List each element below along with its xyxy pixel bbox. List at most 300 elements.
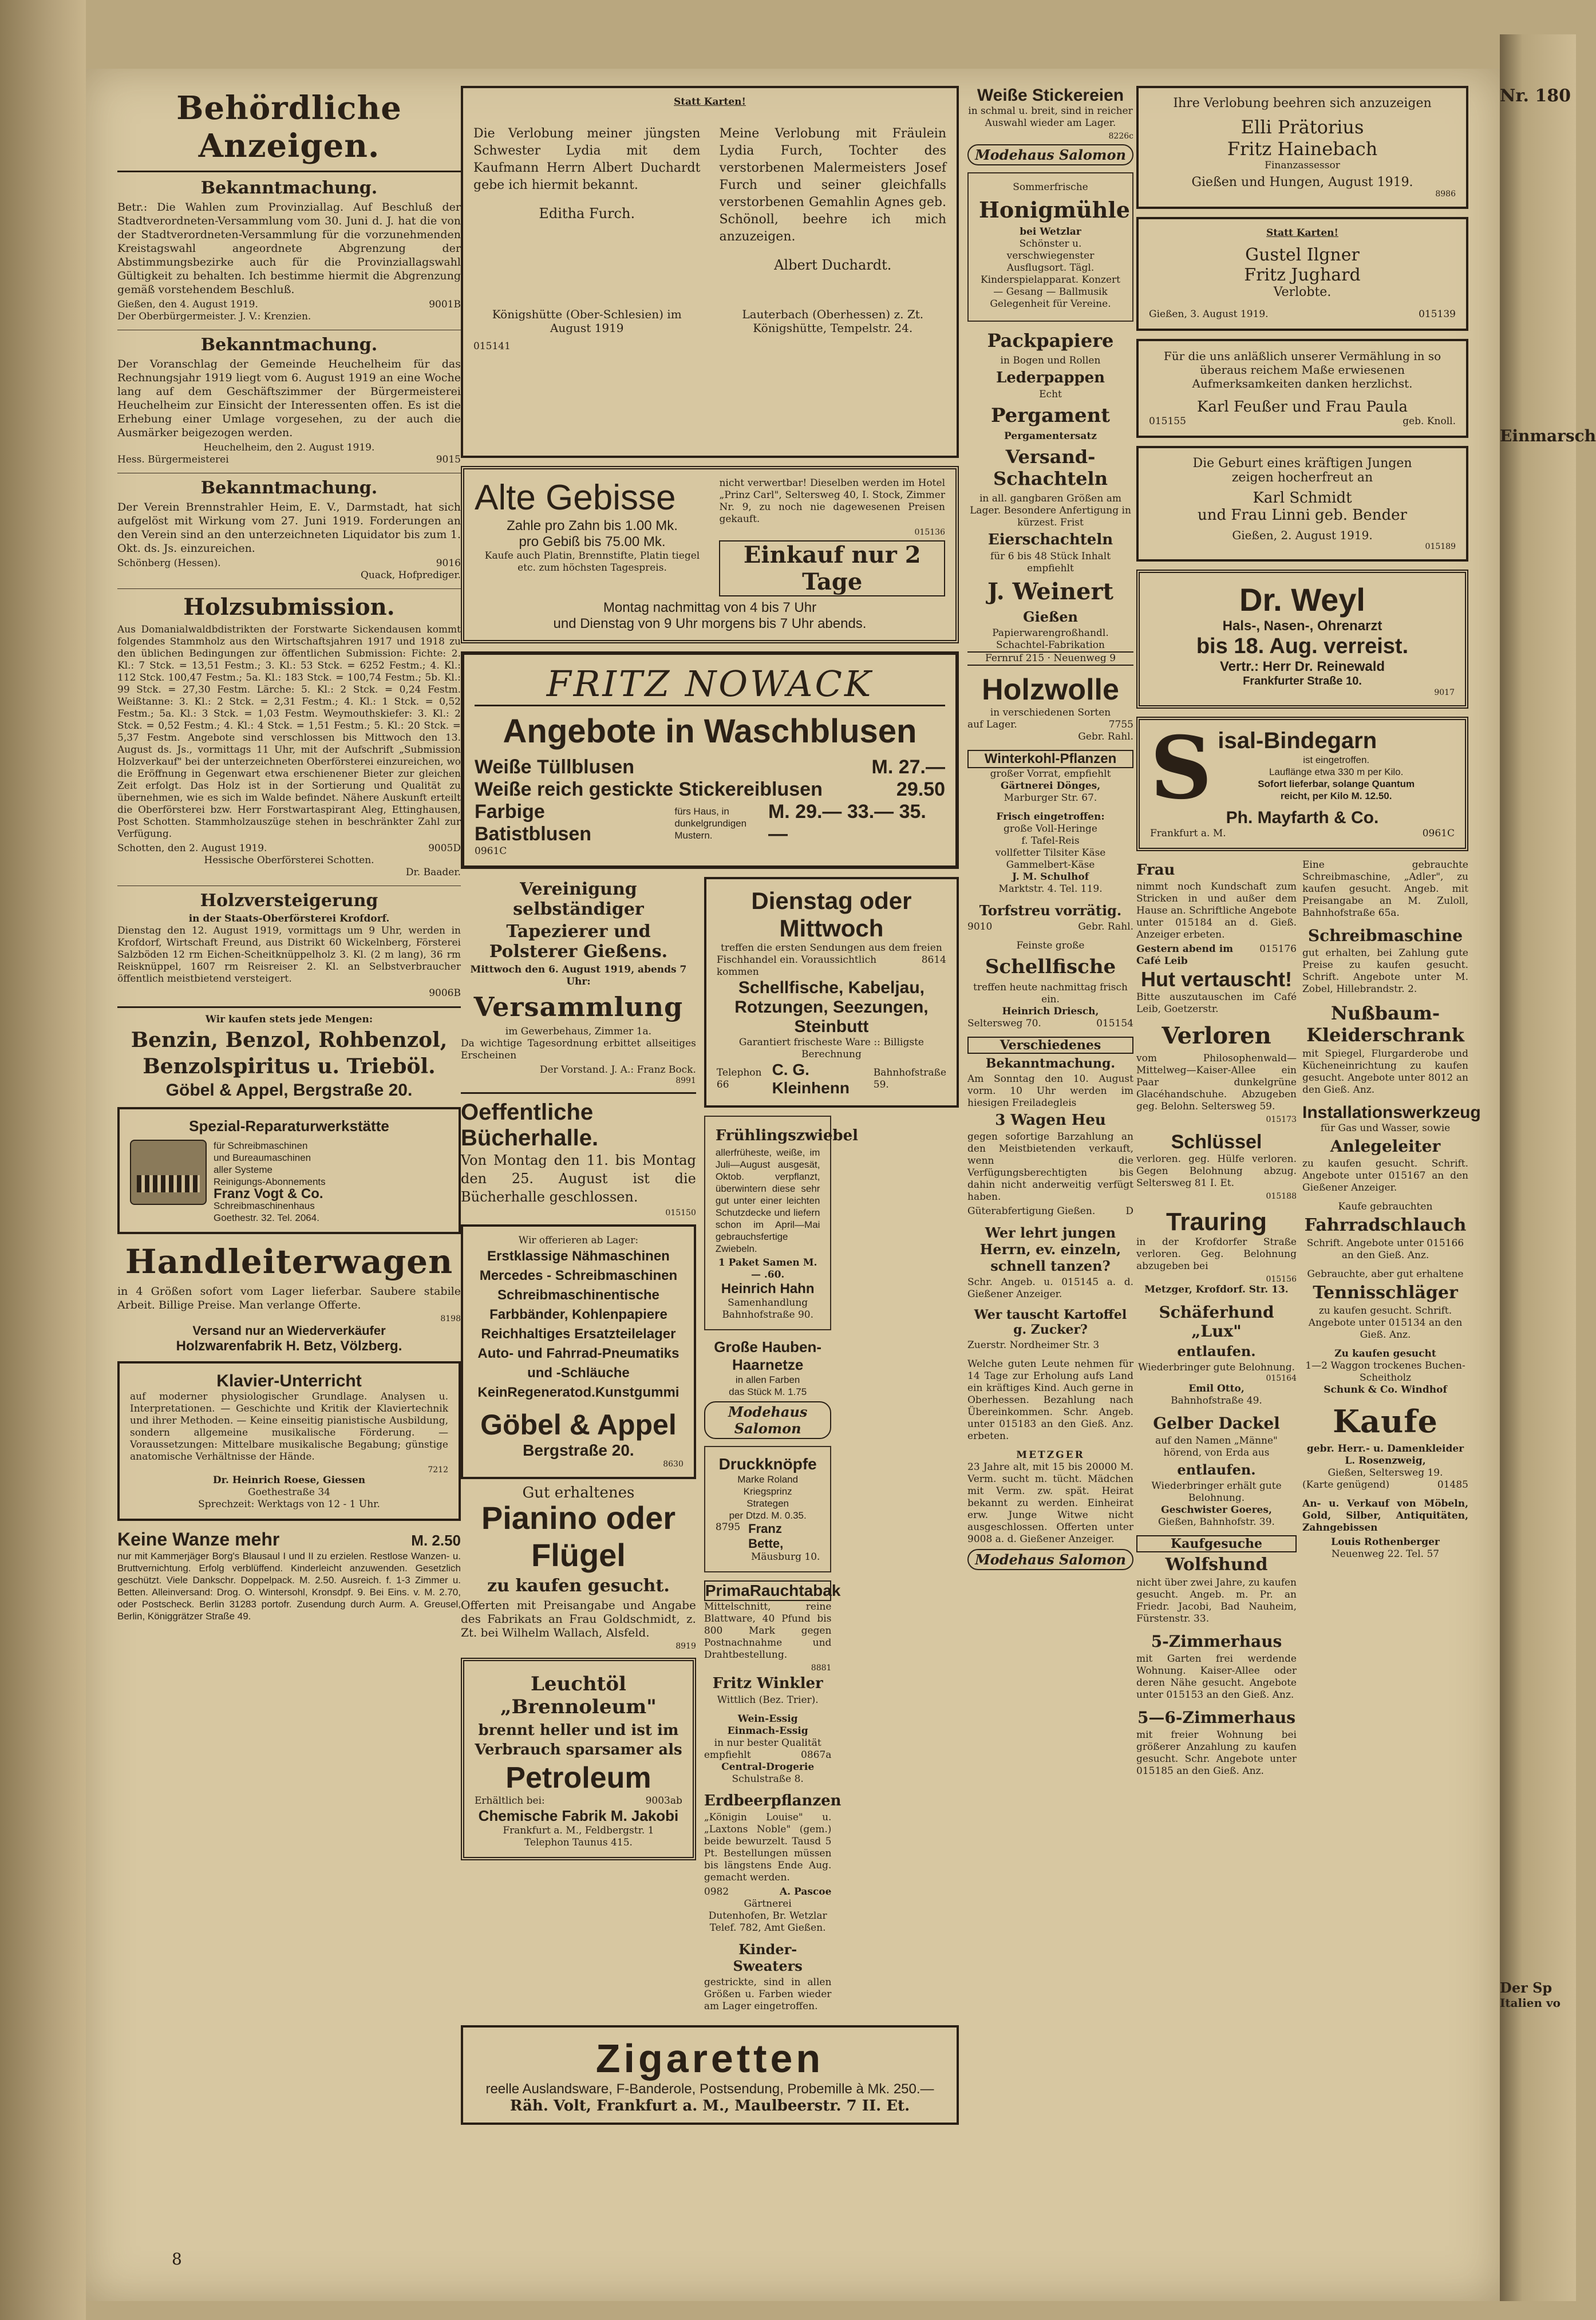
ad-number: 8614	[921, 954, 946, 966]
ad-text: Wir offerieren ab Lager:	[518, 1235, 639, 1246]
ad-signature: Der Vorstand. J. A.: Franz Bock.	[539, 1064, 696, 1076]
ad-text: Erhältlich bei:	[475, 1795, 545, 1807]
ad-title: Handleiterwagen	[125, 1242, 453, 1281]
ad-address: Frankfurt a. M.	[1150, 828, 1226, 839]
ad-block	[967, 86, 1133, 165]
ad-title: Holzwolle	[982, 673, 1119, 706]
ad-text: gegen sofortige Barzahlung an den Meistbietenden verkauft, wenn die Verfügungsberechtigten bis dahin nicht anderweitig verfügt haben.	[967, 1131, 1133, 1203]
ad-address: Marburger Str. 67.	[1004, 792, 1097, 804]
column-1	[117, 86, 461, 1629]
ad-address: Dutenhofen, Br. Wetzlar Telef. 782, Amt Gießen.	[708, 1910, 827, 1934]
ad-address: Neuenweg 22. Tel. 57	[1331, 1548, 1440, 1560]
ad-firm: Franz Bette,	[748, 1521, 784, 1551]
notice-number: 9005D	[428, 843, 461, 854]
ad-block	[1302, 1348, 1468, 1396]
ad-firm: Metzger, Krofdorf. Str. 13.	[1144, 1284, 1289, 1295]
ad-text: Von Montag den 11. bis Montag den 25. August ist die Bücherhalle geschlossen.	[461, 1152, 696, 1205]
engagement-notice	[1136, 86, 1468, 209]
ad-text: ist eingetroffen.	[1303, 754, 1370, 765]
notice-text: Dienstag den 12. August 1919, vormittags um 9 Uhr, werden in Krofdorf, Wirtschaft Freund, aus Distrikt 60 Wickelnberg, Försterei Salzböden 12 rm Eichen-Scheitknüppelholz 3. Kl. (2 m lang), 36 rm Reisknüppel, 1607 rm Reisreiser 2. Kl. an Selbstverbraucher öffentlich meistbietend versteigert.	[117, 925, 461, 985]
ad-text: Marke Roland	[737, 1474, 799, 1485]
ad-text: entlaufen.	[1177, 1343, 1256, 1359]
ad-item: Farbige Batistblusen	[475, 801, 592, 845]
ad-price: 1 Paket Samen M. — .60.	[718, 1257, 817, 1280]
notice-signature: Hessische Oberförsterei Schotten.	[204, 855, 374, 866]
ad-firm: A. Pascoe	[779, 1886, 832, 1898]
ad-text: 1—2 Waggon trockenes Buchen-Scheitholz	[1305, 1360, 1465, 1384]
ad-number: 8198	[440, 1314, 461, 1323]
ad-text: Papierwarengroßhandl.	[992, 627, 1109, 639]
notice-date: Heuchelheim, den 2. August 1919.	[203, 442, 375, 453]
ad-block	[704, 1116, 859, 1330]
ad-text: mit Spiegel, Flurgarderobe und Kücheneinrichtung zu kaufen gesucht. Angebote unter 8012 an den Gieß. Anz.	[1302, 1048, 1468, 1096]
ad-text: Samenhandlung	[728, 1297, 808, 1309]
headline-fragment: Einmarsch	[1500, 426, 1596, 445]
ad-list-item: Erstklassige Nähmaschinen	[487, 1248, 670, 1264]
ad-text: Sofort lieferbar, solange Quantum	[1258, 778, 1415, 789]
ad-number: 0961C	[1422, 828, 1455, 839]
page-number: 8	[172, 2250, 182, 2268]
ad-number: 015176	[1259, 943, 1297, 955]
ad-title: Benzin, Benzol, Rohbenzol,	[131, 1028, 448, 1052]
ad-block	[117, 1361, 461, 1521]
ad-block	[1302, 926, 1468, 995]
ad-text: Reinigungs-Abonnements	[214, 1176, 326, 1187]
ad-title: Zigaretten	[595, 2036, 824, 2081]
notice-name: Karl Schmidt	[1253, 489, 1352, 507]
ad-firm: C. G. Kleinhenn	[772, 1061, 850, 1097]
ad-block	[967, 673, 1133, 743]
ad-block	[117, 1014, 461, 1100]
ad-block	[704, 1446, 832, 1572]
ad-firm: Franz Vogt & Co.	[214, 1186, 323, 1202]
ad-address: Wittlich (Bez. Trier).	[717, 1694, 819, 1706]
ad-number: 015136	[914, 528, 945, 537]
ad-address: Telephon Taunus 415.	[524, 1837, 633, 1848]
ad-firm: Göbel & Appel, Bergstraße 20.	[165, 1081, 413, 1100]
divider	[117, 588, 461, 589]
ad-title: Frau	[1136, 861, 1175, 879]
ad-text: nimmt noch Kundschaft zum Stricken in und außer dem Hause an. Schriftliche Angebote unter 015184 an d. Gieß. Anzeiger erbeten.	[1136, 881, 1297, 940]
ad-block	[1302, 1403, 1468, 1491]
ad-number: 9010	[967, 921, 993, 932]
notice-title: Bekanntmachung.	[200, 478, 378, 498]
ad-title: Wer tauscht Kartoffel g. Zucker?	[974, 1307, 1127, 1337]
notice-number: 8986	[1435, 189, 1456, 199]
ad-text: Feinste große	[1016, 940, 1085, 951]
ad-block	[1302, 859, 1468, 919]
ad-text: „Königin Louise" u. „Laxtons Noble" (gem.) beide bewurzelt. Tausd 5 Pt. Bestellungen müssen bis längstens Ende Aug. gemacht werden.	[704, 1812, 832, 1883]
ad-title: Schlüssel	[1171, 1131, 1262, 1153]
ad-number: D	[1125, 1206, 1133, 1217]
ad-text: in allen Farben	[735, 1374, 800, 1385]
ad-firm: Dr. Heinrich Roese, Giessen	[212, 1475, 366, 1486]
ad-title: Packpapiere	[987, 330, 1114, 351]
ad-text: Zuerstr. Nordheimer Str. 3	[967, 1339, 1100, 1351]
ad-item: Weiße reich gestickte Stickereiblusen	[475, 778, 823, 800]
notice-text: Ihre Verlobung beehren sich anzuzeigen	[1173, 96, 1432, 110]
ad-title: Gelber Dackel	[1153, 1414, 1280, 1433]
ad-text: großer Vorrat, empfiehlt	[990, 768, 1111, 780]
ad-text: für Gas und Wasser, sowie	[1320, 1123, 1451, 1134]
ad-text: Tapezierer und Polsterer Gießens.	[489, 922, 668, 962]
ad-block	[461, 1224, 696, 1479]
ad-title: Erdbeerpflanzen	[704, 1792, 842, 1809]
ad-block	[967, 750, 1133, 804]
divider	[117, 171, 461, 172]
notice-text: Meine Verlobung mit Fräulein Lydia Furch, Tochter des verstorbenen Malermeisters Josef Furch und seiner gleichfalls verstorbenen Gemahlin Agnes geb. Schönoll, beehre ich mich anzuzeigen.	[719, 127, 946, 244]
ad-phone: Fernruf 215 · Neuenweg 9	[967, 651, 1133, 666]
ad-title: Schreibmaschine	[1307, 926, 1463, 945]
ad-firm: Central-Drogerie	[721, 1761, 815, 1773]
ad-text: zu kaufen gesucht. Schrift. Angebote unter 015167 an den Gießener Anzeiger.	[1302, 1158, 1468, 1193]
ad-block	[1136, 1632, 1297, 1701]
typewriter-icon	[130, 1140, 207, 1205]
section-heading: Behördliche Anzeigen.	[176, 89, 402, 165]
ad-text: zu kaufen gesucht. Schrift. Angebote unter 015134 an den Gieß. Anz.	[1308, 1305, 1463, 1341]
column-2	[461, 86, 959, 2133]
ad-firm: Ph. Mayfarth & Co.	[1226, 808, 1379, 827]
ad-text: nur mit Kammerjäger Borg's Blausaul I und II zu erzielen. Restlose Wanzen- u. Bruttvernichtung. Erfolg verblüffend. Kinderleicht anzuwenden. Gesetzlich geschützt. Viele Dankschr. Doppelpack. M. 2.50. Ausreich. f. 1-3 Zimmer u. Betten. Alleinversand: Drog. O. Wintersohl, Kronsdpf. 9. Bei Eins. v. M. 2.70, oder Postscheck. Berlin 31283 portofr. Zusendung durch Aurm. A. Greusel, Berlin, Königgrätzer Straße 49.	[117, 1551, 461, 1622]
ad-address: Frankfurt a. M., Feldbergstr. 1	[503, 1825, 654, 1836]
ad-title: Schäferhund „Lux"	[1159, 1303, 1274, 1341]
ad-text: (Karte genügend)	[1302, 1479, 1390, 1491]
ad-block	[704, 1580, 841, 1706]
ad-title: Wein-Essig	[737, 1713, 798, 1725]
ad-title: Dr. Weyl	[1239, 582, 1365, 618]
ad-block	[967, 330, 1133, 666]
ad-list-item: Farbbänder, Kohlenpapiere	[489, 1307, 667, 1322]
notice-block	[117, 178, 461, 323]
notice-name: Fritz Hainebach	[1227, 138, 1378, 160]
ad-text: in der Krofdorfer Straße verloren. Geg. Belohnung abzugeben bei	[1136, 1236, 1297, 1272]
ad-block	[1136, 861, 1297, 1015]
salomon-logo: Modehaus Salomon	[704, 1401, 832, 1439]
ad-text: aller Systeme	[214, 1164, 272, 1175]
ad-title: Klavier-Unterricht	[216, 1372, 362, 1390]
book-spine	[0, 0, 86, 2320]
notice-place: Gießen, 2. August 1919.	[1232, 528, 1373, 542]
ad-text: bei Wetzlar	[1020, 226, 1081, 238]
ad-text: Eine gebrauchte Schreibmaschine, „Adler", zu kaufen gesucht. Angeb. mit Preisangabe an M. Zuloll, Bahnhofstraße 65a.	[1302, 859, 1468, 919]
ad-firm: Holzwarenfabrik H. Betz, Völzberg.	[176, 1338, 402, 1354]
ad-number: 015150	[665, 1208, 696, 1218]
ad-text: Sommerfrische	[1013, 181, 1088, 193]
ad-price: per Dtzd. M. 0.35.	[729, 1510, 807, 1521]
ad-firm: FRITZ NOWACK	[475, 663, 945, 706]
ad-block	[967, 1307, 1133, 1351]
ad-block	[1302, 1498, 1468, 1560]
ad-text: in schmal u. breit, sind in reicher Auswahl wieder am Lager.	[968, 105, 1133, 129]
ad-block	[967, 1224, 1133, 1301]
ad-highlight: 3 Wagen Heu	[995, 1112, 1106, 1129]
ad-address: Mäusburg 10.	[750, 1551, 820, 1563]
ad-block	[1136, 1303, 1297, 1407]
ad-text: nicht über zwei Jahre, zu kaufen gesucht. Angeb. m. Pr. an Friedr. Jacobi, Bad Nauheim, Fürstenstr. 33.	[1136, 1577, 1297, 1625]
ad-text: für Schreibmaschinen	[214, 1140, 308, 1151]
ad-text: große Voll-Heringe	[1004, 823, 1097, 835]
notice-header: Statt Karten!	[673, 96, 746, 108]
ad-block	[1136, 1535, 1297, 1625]
ad-title: Dienstag oder Mittwoch	[751, 887, 912, 942]
ad-text: Wiederbringer erhält gute Belohnung.	[1151, 1480, 1282, 1504]
ad-text: Da wichtige Tagesordnung erbittet allseitiges Erscheinen	[461, 1038, 696, 1061]
ad-title: PrimaRauchtabak	[704, 1580, 832, 1601]
ad-number: 015173	[1266, 1115, 1297, 1124]
ad-block	[461, 2025, 959, 2125]
notice-signature: Dr. Baader.	[405, 867, 461, 878]
ad-text: Zahle pro Zahn bis 1.00 Mk.	[507, 518, 678, 533]
ad-text: An- u. Verkauf von Möbeln, Gold, Silber, Antiquitäten, Zahngebissen	[1302, 1498, 1468, 1534]
notice-number: 015141	[473, 341, 511, 352]
ad-block	[461, 879, 696, 1085]
notice-signature: Der Oberbürgermeister. J. V.: Krenzien.	[117, 311, 311, 322]
ad-text: Schr. Angeb. u. 015145 a. d. Gießener Anzeiger.	[967, 1276, 1133, 1300]
ad-block	[1136, 1208, 1297, 1296]
headline-fragment: Der Sp	[1500, 1979, 1552, 1996]
notice-text: Verlobte.	[1273, 285, 1332, 299]
ad-block	[967, 902, 1133, 933]
ad-block	[1136, 717, 1468, 851]
notice-name: und Frau Linni geb. Bender	[1198, 507, 1407, 524]
ad-title: Lederpappen	[995, 369, 1105, 386]
ad-address: Bahnhofstraße 49.	[1171, 1395, 1262, 1406]
ad-text: Welche guten Leute nehmen für 14 Tage zur Erholung aufs Land ein kräftiges Kind. Auch gerne in Oberhessen. Bezahlung nach Übereinkommen. Schr. Angeb. unter 015183 an den Gieß. Anz. erbeten.	[967, 1358, 1133, 1442]
ad-firm: J. M. Schulhof	[1012, 871, 1089, 883]
ad-text: und Bureaumaschinen	[214, 1152, 311, 1163]
ad-highlight: Hut vertauscht!	[1140, 967, 1293, 991]
ad-block	[117, 1242, 461, 1354]
notice-number: 015189	[1425, 542, 1456, 551]
ad-text: in all. gangbaren Größen am Lager. Besondere Anfertigung in kürzest. Frist	[970, 493, 1131, 528]
ad-text: empfiehlt	[704, 1749, 751, 1761]
notice-text: zeigen hocherfreut an	[1231, 471, 1373, 485]
notice-place: Gießen und Hungen, August 1919.	[1191, 175, 1413, 189]
ad-text: Pergamentersatz	[1004, 430, 1097, 442]
ad-block	[1302, 1201, 1468, 1262]
ad-firm: L. Rosenzweig,	[1345, 1455, 1426, 1467]
ad-block	[117, 1107, 461, 1234]
ad-text: Fischhandel ein. Voraussichtlich kommen	[716, 954, 877, 978]
ad-text: reicht, per Kilo M. 12.50.	[1280, 791, 1392, 801]
engagement-notice	[1136, 217, 1468, 331]
ad-title: Verloren	[1162, 1022, 1271, 1049]
ad-text: gestrickte, sind in allen Größen u. Farben wieder am Lager eingetroffen.	[704, 1977, 832, 2012]
ad-text: entlaufen.	[1177, 1461, 1256, 1478]
ad-title: Frisch eingetroffen:	[996, 811, 1105, 823]
notice-block	[117, 478, 461, 582]
ad-text: Schreibmaschinenhaus	[214, 1200, 315, 1211]
ad-firm: Emil Otto,	[1188, 1383, 1245, 1394]
ad-text: Schrift. Angebote unter 015166 an den Gieß. Anz.	[1306, 1238, 1464, 1261]
ad-title: Oeffentliche Bücherhalle.	[461, 1100, 599, 1151]
ad-text: im Gewerbehaus, Zimmer 1a.	[505, 1026, 652, 1037]
notice-number: 9001B	[429, 299, 461, 310]
ad-text: Wiederbringer gute Belohnung.	[1137, 1362, 1295, 1373]
ad-text: pro Gebiß bis 75.00 Mk.	[519, 534, 666, 550]
ad-text: zu kaufen gesucht.	[487, 1576, 670, 1596]
ad-price: M. 2.50	[411, 1532, 461, 1549]
ad-text: gebr. Herr.- u. Damenkleider	[1306, 1443, 1464, 1455]
ad-title: Gestern abend im Café Leib	[1136, 943, 1234, 967]
ad-text: treffen die ersten Sendungen aus dem freien	[721, 942, 942, 954]
notice-block	[117, 891, 461, 999]
ad-title: Winterkohl-Pflanzen	[967, 750, 1133, 768]
ad-text: Vereinigung selbständiger	[513, 879, 644, 919]
ad-text: gut erhalten, bei Zahlung gute Preise zu kaufen gesucht. Schrift. Angebote unter M. Zobel, Hillebrandstr. 2.	[1302, 947, 1468, 995]
ad-text: Hals-, Nasen-, Ohrenarzt	[1222, 618, 1382, 634]
ad-text: Schachtel-Fabrikation	[996, 639, 1105, 651]
ad-title: Druckknöpfe	[718, 1455, 817, 1473]
ad-block	[704, 877, 959, 1108]
ad-text: Gebrauchte, aber gut erhaltene	[1307, 1268, 1464, 1280]
ad-block	[967, 811, 1133, 895]
notice-text: Der Voranschlag der Gemeinde Heuchelheim für das Rechnungsjahr 1919 liegt vom 6. August 1919 an eine Woche lang auf dem Geschäftszimmer der Bürgermeisterei Heuchelheim zur Einsicht der Interessenten offen. Es ist die Erhebung einer Umlage vorgesehen, zu der auch die Ausmärker beigezogen werden.	[117, 358, 461, 439]
ad-text: Schönster u. verschwiegenster Ausflugsort. Tägl. Kinderspielapparat. Konzert — Gesang — Ballmusik Gelegenheit für Vereine.	[980, 238, 1121, 310]
ad-text: Offerten mit Preisangabe und Angabe des Fabrikats an Frau Goldschmidt, z. Zt. bei Wilhelm Wallach, Alsfeld.	[461, 1598, 696, 1639]
ad-text: in Bogen und Rollen	[1000, 355, 1101, 366]
notice-subtitle: in der Staats-Oberförsterei Krofdorf.	[188, 913, 390, 924]
ad-text: Montag nachmittag von 4 bis 7 Uhr	[603, 600, 817, 615]
next-page-column	[1500, 86, 1596, 2010]
ad-number: 015164	[1266, 1374, 1297, 1383]
ad-title: Bekanntmachung.	[985, 1056, 1116, 1071]
ad-title: Versammlung	[473, 991, 684, 1022]
ad-text: mit freier Wohnung bei größerer Anzahlung zu kaufen gesucht. Schr. Angebote unter 015185 an den Gieß. Anz.	[1136, 1729, 1297, 1777]
notice-date: Gießen, den 4. August 1919.	[117, 299, 258, 310]
ad-text: Mittelschnitt, reine Blattware, 40 Pfund bis 800 Mark gegen Postnachnahme und Drahtbestellung.	[704, 1601, 832, 1661]
ad-highlight: Schellfische, Kabeljau, Rotzungen, Seezungen, Steinbutt	[734, 978, 929, 1036]
ad-block	[461, 1658, 696, 1860]
ad-firm: Chemische Fabrik M. Jakobi	[478, 1807, 679, 1824]
ad-block	[461, 466, 959, 643]
ad-title: Pergament	[990, 404, 1111, 427]
notice-place: Königshütte (Ober-Schlesien) im August 1919	[492, 307, 682, 335]
ad-date: Mittwoch den 6. August 1919, abends 7 Uhr:	[470, 964, 687, 987]
ad-number: 8991	[675, 1076, 696, 1085]
ad-number: 015188	[1266, 1192, 1297, 1201]
ad-title: Fahrradschlauch	[1304, 1215, 1467, 1235]
ad-list-item: Auto- und Fahrrad-Pneumatiks	[477, 1346, 680, 1361]
ad-firm: J. Weinert	[987, 578, 1114, 605]
ad-text: f. Tafel-Reis	[1021, 835, 1080, 847]
ad-title: Kaufe	[1333, 1403, 1438, 1440]
notice-signature: Editha Furch.	[539, 205, 635, 222]
notice-header: Statt Karten!	[1266, 227, 1338, 239]
ad-list-item: KeinRegeneratod.Kunstgummi	[477, 1385, 680, 1400]
salomon-logo: Modehaus Salomon	[967, 1549, 1133, 1570]
ad-number: 7212	[428, 1465, 448, 1475]
notice-signature: Albert Duchardt.	[774, 257, 892, 273]
section-heading: Verschiedenes	[967, 1037, 1133, 1054]
ad-initial: S	[1150, 718, 1212, 819]
ad-number: 9017	[1434, 688, 1455, 697]
ad-block	[461, 1100, 696, 1218]
ad-phone: Telephon 66	[716, 1067, 762, 1090]
ad-block	[1136, 1022, 1297, 1124]
ad-number: 8881	[811, 1663, 832, 1673]
ad-title: Große Hauben-Haarnetze	[714, 1338, 822, 1373]
ad-text: vollfetter Tilsiter Käse	[995, 847, 1106, 859]
ad-title: Frühlingszwiebel	[715, 1127, 859, 1144]
ad-text: vom Philosophenwald—Mittelweg—Kaiser-Allee ein Paar dunkelgrüne Glacéhandschuhe. Abzugeben geg. Belohn. Seltersweg 59.	[1136, 1053, 1297, 1112]
ad-address: Gießen, Seltersweg 19.	[1328, 1467, 1443, 1479]
ad-text: Am Sonntag den 10. August vorm. 10 Uhr werden im hiesigen Freiladegleis	[967, 1073, 1133, 1109]
ad-highlight: Einkauf nur 2 Tage	[719, 540, 945, 596]
ad-title: Kinder-Sweaters	[733, 1941, 803, 1974]
ad-title: Angebote in Waschblusen	[503, 713, 917, 750]
ad-title: Wer lehrt jungen Herrn, ev. einzeln, schnell tanzen?	[979, 1224, 1121, 1274]
ad-number: 0867a	[801, 1749, 832, 1761]
ad-text: auf Lager.	[967, 719, 1017, 730]
notice-text: Die Geburt eines kräftigen Jungen	[1192, 456, 1412, 471]
ad-text: Kaufe gebrauchten	[1338, 1201, 1433, 1212]
notice-text: Der Verein Brennstrahler Heim, E. V., Darmstadt, hat sich aufgelöst mit Wirkung vom 27. Juni 1919. Forderungen an den Verein sind an den unterzeichneten Liquidator bis zum 1. Okt. ds. Js. einzureichen.	[117, 501, 461, 555]
ad-firm: Göbel & Appel	[480, 1409, 677, 1441]
ad-price: M. 29.— 33.— 35.—	[768, 801, 926, 845]
ad-text: allerfrüheste, weiße, im Juli—August ausgesät, Oktob. verpflanzt, überwintern diese sehr gut unter einer leichten Schutzdecke und liefern schon im April—Mai gebrauchsfertige Zwiebeln.	[715, 1147, 820, 1254]
ad-block	[1136, 1708, 1297, 1777]
ad-block	[1302, 1002, 1468, 1096]
column-3	[967, 86, 1133, 1577]
divider	[117, 1006, 461, 1008]
ad-text: Gut erhaltenes	[522, 1484, 635, 1501]
ad-text: verloren. geg. Hülfe verloren. Gegen Belohnung abzug. Seltersweg 81 I. Et.	[1136, 1153, 1297, 1189]
ad-block	[1136, 1414, 1297, 1528]
notice-signature: Quack, Hofprediger.	[361, 570, 461, 581]
notice-text: Für die uns anläßlich unserer Vermählung in so überaus reichem Maße erwiesenen Aufmerksamkeiten danken herzlichst.	[1163, 349, 1441, 390]
ad-highlight: Petroleum	[505, 1761, 651, 1795]
ad-title: Tennisschläger	[1313, 1283, 1458, 1303]
ad-block	[1302, 1103, 1481, 1194]
ad-text: für 6 bis 48 Stück Inhalt	[990, 551, 1111, 562]
ad-title: Honigmühle	[979, 197, 1130, 223]
notice-text: Die Verlobung meiner jüngsten Schwester Lydia mit dem Kaufmann Herrn Albert Duchardt gebe ich hiermit bekannt.	[473, 127, 701, 192]
ad-highlight: bis 18. Aug. verreist.	[1196, 634, 1409, 658]
ad-title: Weiße Stickereien	[977, 86, 1124, 105]
ad-block	[967, 1358, 1133, 1442]
ad-block	[704, 1338, 832, 1439]
ad-text: Gärtnerei	[744, 1898, 792, 1910]
doctor-notice	[1136, 570, 1468, 709]
notice-text: Aus Domanialwaldbdistrikten der Forstwarte Sickendausen kommt folgendes Stammholz aus den Wirtschaftsjahren 1917 und 1918 zu den üblichen Bedingungen zur öffentlichen Submission: Fichte: 2. Kl.: 7 Stck. = 13,51 Festm.; 3. Kl.: 53 Stck. = 6252 Festm.; 4. Kl.: 112 Stck. 100,47 Festm.; 5a. Kl.: 183 Stck. = 100,74 Festm.; 5b. Kl.: 99 Stck. = 27,30 Festm. Lärche: 5. Kl.: 2 Stck. = 0,24 Festm. Weißtanne: 3. Kl.: 2 Stck. = 2,31 Festm.; 4. Kl.: 1 Stck. = 0,52 Festm.; 5a. Kl.: 3 Stck. = 1,03 Festm. Weymouthskiefer: 3. Kl.: 2 Stck. = 0,52 Festm.; 4. Kl.: 4 Stck. = 1,51 Festm.; 5. Kl.: 20 Stck. = 5,37 Festm. Angebote sind verschlossen bis Mittwoch den 13. August ds. Js., vormittags 11 Uhr, mit der Aufschrift „Submission Holzverkauf" bei der unterzeichneten Oberförsterei einzureichen, wo die Eröffnung in Gegenwart etwa erschienener Bieter zur gleichen Zeit erfolgt. Das Holz ist in der Sortierung und Qualität zu übernehmen, wie es sich im Walde befindet. Nähere Auskunft erteilt die Oberförsterei bzw. Herr Forstwartaspirant Aleg, Ettinghausen, Post Schotten. Stammholzauszüge stehen in beschränkter Zahl zur Verfügung.	[117, 624, 461, 840]
ad-price: 29.50	[896, 778, 945, 800]
ad-price: das Stück M. 1.75	[729, 1386, 807, 1397]
notice-title: Holzversteigerung	[200, 891, 378, 911]
ad-number: 8919	[675, 1642, 696, 1651]
issue-number: Nr. 180	[1500, 86, 1571, 106]
ad-hours: Sprechzeit: Werktags von 12 - 1 Uhr.	[198, 1499, 380, 1510]
ad-block	[1136, 1131, 1297, 1201]
ad-number: 8226c	[1108, 132, 1133, 141]
ad-block	[967, 172, 1133, 322]
ad-address: Gießen, Bahnhofstr. 39.	[1158, 1516, 1275, 1528]
ad-title: 5-Zimmerhaus	[1151, 1632, 1282, 1651]
ad-firm: Heinrich Driesch,	[1002, 1006, 1099, 1017]
engagement-notice	[461, 86, 959, 458]
ad-firm: Heinrich Hahn	[721, 1281, 815, 1297]
ad-block	[461, 1484, 696, 1651]
notice-block	[117, 335, 461, 466]
notice-block	[117, 594, 461, 879]
ad-number: 8630	[663, 1460, 684, 1469]
notice-name: Elli Prätorius	[1241, 116, 1364, 138]
ad-firm: Schunk & Co. Windhof	[1324, 1384, 1447, 1396]
ad-title: Nußbaum-Kleiderschrank	[1306, 1002, 1464, 1046]
ad-text: und Dienstag von 9 Uhr morgens bis 7 Uhr abends.	[553, 616, 867, 631]
notice-signature: Hess. Bürgermeisterei	[117, 454, 229, 465]
ad-title: METZGER	[1016, 1449, 1085, 1461]
